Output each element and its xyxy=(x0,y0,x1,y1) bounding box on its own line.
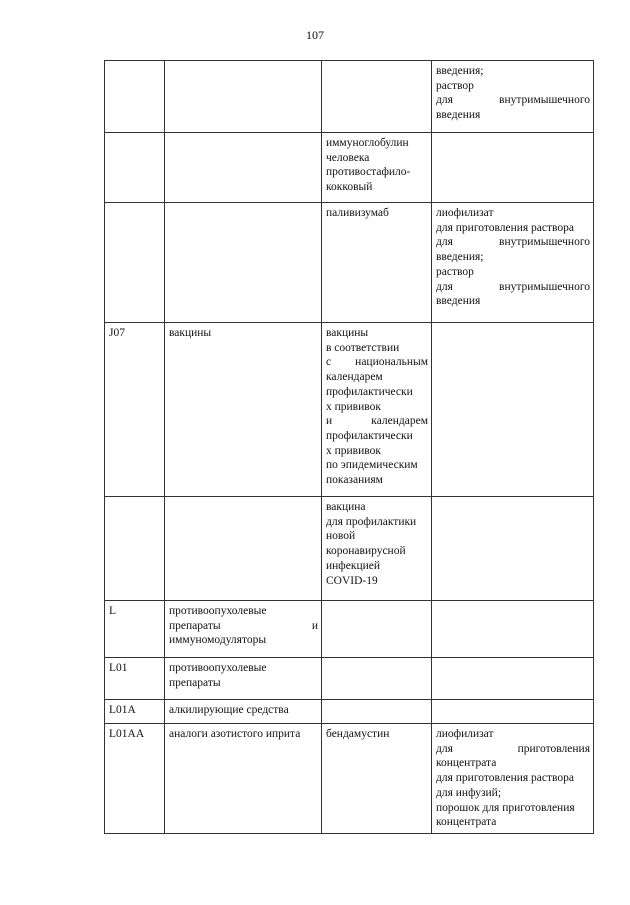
cell-line: лиофилизат xyxy=(436,207,494,219)
cell-line: по эпидемическим xyxy=(326,459,418,472)
cell-line: для внутримышечного xyxy=(436,236,590,249)
cell-line: человека xyxy=(326,151,370,164)
group-name-cell xyxy=(165,203,322,323)
cell-line: иммуноглобулин xyxy=(326,137,409,149)
group-name-cell xyxy=(165,724,322,834)
group-name-cell xyxy=(165,497,322,601)
cell-line: концентрата xyxy=(436,757,497,770)
cell-line: введения xyxy=(436,109,481,122)
table-row xyxy=(105,133,594,203)
atc-code-cell xyxy=(105,203,165,323)
table-row xyxy=(105,323,594,497)
dosage-form-cell xyxy=(432,133,594,203)
dosage-form-cell xyxy=(432,61,594,133)
group-name-cell xyxy=(165,61,322,133)
cell-line: аналоги азотистого иприта xyxy=(169,728,301,740)
cell-line: COVID-19 xyxy=(326,574,378,587)
cell-line: противоопухолевые xyxy=(169,662,267,674)
page-number: 107 xyxy=(306,28,324,42)
drug-name-cell xyxy=(322,658,432,700)
atc-code-cell: L01A xyxy=(105,700,165,724)
table-row xyxy=(105,700,594,724)
cell-line: противоопухолевые xyxy=(169,605,267,617)
cell-line: профилактически xyxy=(326,385,413,398)
drug-name-cell xyxy=(322,724,432,834)
cell-line: в соответствии xyxy=(326,341,400,354)
cell-line: введения; xyxy=(436,65,484,77)
atc-code-cell xyxy=(105,61,165,133)
atc-code-cell: L01AA xyxy=(105,724,165,834)
drug-name-cell xyxy=(322,203,432,323)
cell-line: для внутримышечного xyxy=(436,280,590,293)
dosage-form-cell xyxy=(432,601,594,658)
table-row xyxy=(105,61,594,133)
cell-line: показаниям xyxy=(326,474,383,487)
table-row xyxy=(105,497,594,601)
dosage-form-cell xyxy=(432,700,594,724)
table-row xyxy=(105,203,594,323)
cell-line: вакцина xyxy=(326,501,366,513)
atc-code-cell: L xyxy=(105,601,165,658)
cell-line: бендамустин xyxy=(326,728,390,740)
cell-line: раствор xyxy=(436,265,474,278)
dosage-form-cell xyxy=(432,203,594,323)
dosage-form-cell xyxy=(432,658,594,700)
atc-code-cell: L01 xyxy=(105,658,165,700)
cell-line: календарем xyxy=(326,371,383,384)
cell-line: профилактически xyxy=(326,429,413,442)
drug-table xyxy=(104,60,594,834)
cell-line: концентрата xyxy=(436,816,497,829)
drug-name-cell xyxy=(322,133,432,203)
cell-line: для приготовления раствора xyxy=(436,772,574,785)
cell-line: новой xyxy=(326,530,356,543)
group-name-cell xyxy=(165,658,322,700)
atc-code-cell xyxy=(105,133,165,203)
drug-name-cell xyxy=(322,61,432,133)
cell-line: препараты xyxy=(169,676,221,689)
cell-line: для внутримышечного xyxy=(436,94,590,107)
dosage-form-cell xyxy=(432,724,594,834)
group-name-cell xyxy=(165,323,322,497)
cell-line: кокковый xyxy=(326,181,373,194)
cell-line: вакцины xyxy=(169,327,212,339)
cell-line: инфекцией xyxy=(326,559,381,572)
cell-line: для приготовления раствора xyxy=(436,221,574,234)
atc-code-cell xyxy=(105,497,165,601)
atc-code-cell: J07 xyxy=(105,323,165,497)
cell-line: и календарем xyxy=(326,415,428,428)
cell-line: противостафило- xyxy=(326,166,411,179)
cell-line: с национальным xyxy=(326,356,428,369)
group-name-cell xyxy=(165,133,322,203)
cell-line: паливизумаб xyxy=(326,207,389,219)
drug-name-cell xyxy=(322,497,432,601)
dosage-form-cell xyxy=(432,323,594,497)
drug-name-cell xyxy=(322,323,432,497)
cell-line: введения; xyxy=(436,251,484,264)
cell-line: для инфузий; xyxy=(436,786,502,799)
cell-line: препараты и xyxy=(169,619,318,632)
cell-line: коронавирусной xyxy=(326,545,406,558)
cell-line: лиофилизат xyxy=(436,728,494,740)
cell-line: вакцины xyxy=(326,327,369,339)
drug-name-cell xyxy=(322,601,432,658)
table-row xyxy=(105,601,594,658)
cell-line: введения xyxy=(436,295,481,308)
group-name-cell xyxy=(165,700,322,724)
cell-line: раствор xyxy=(436,79,474,92)
cell-line: для приготовления xyxy=(436,742,590,755)
table-row xyxy=(105,658,594,700)
dosage-form-cell xyxy=(432,497,594,601)
drug-name-cell xyxy=(322,700,432,724)
cell-line: порошок для приготовления xyxy=(436,801,575,814)
cell-line: х прививок xyxy=(326,444,381,457)
group-name-cell xyxy=(165,601,322,658)
table-row xyxy=(105,724,594,834)
cell-line: алкилирующие средства xyxy=(169,704,289,716)
cell-line: для профилактики xyxy=(326,515,417,528)
cell-line: иммуномодуляторы xyxy=(169,634,267,647)
cell-line: х прививок xyxy=(326,400,381,413)
